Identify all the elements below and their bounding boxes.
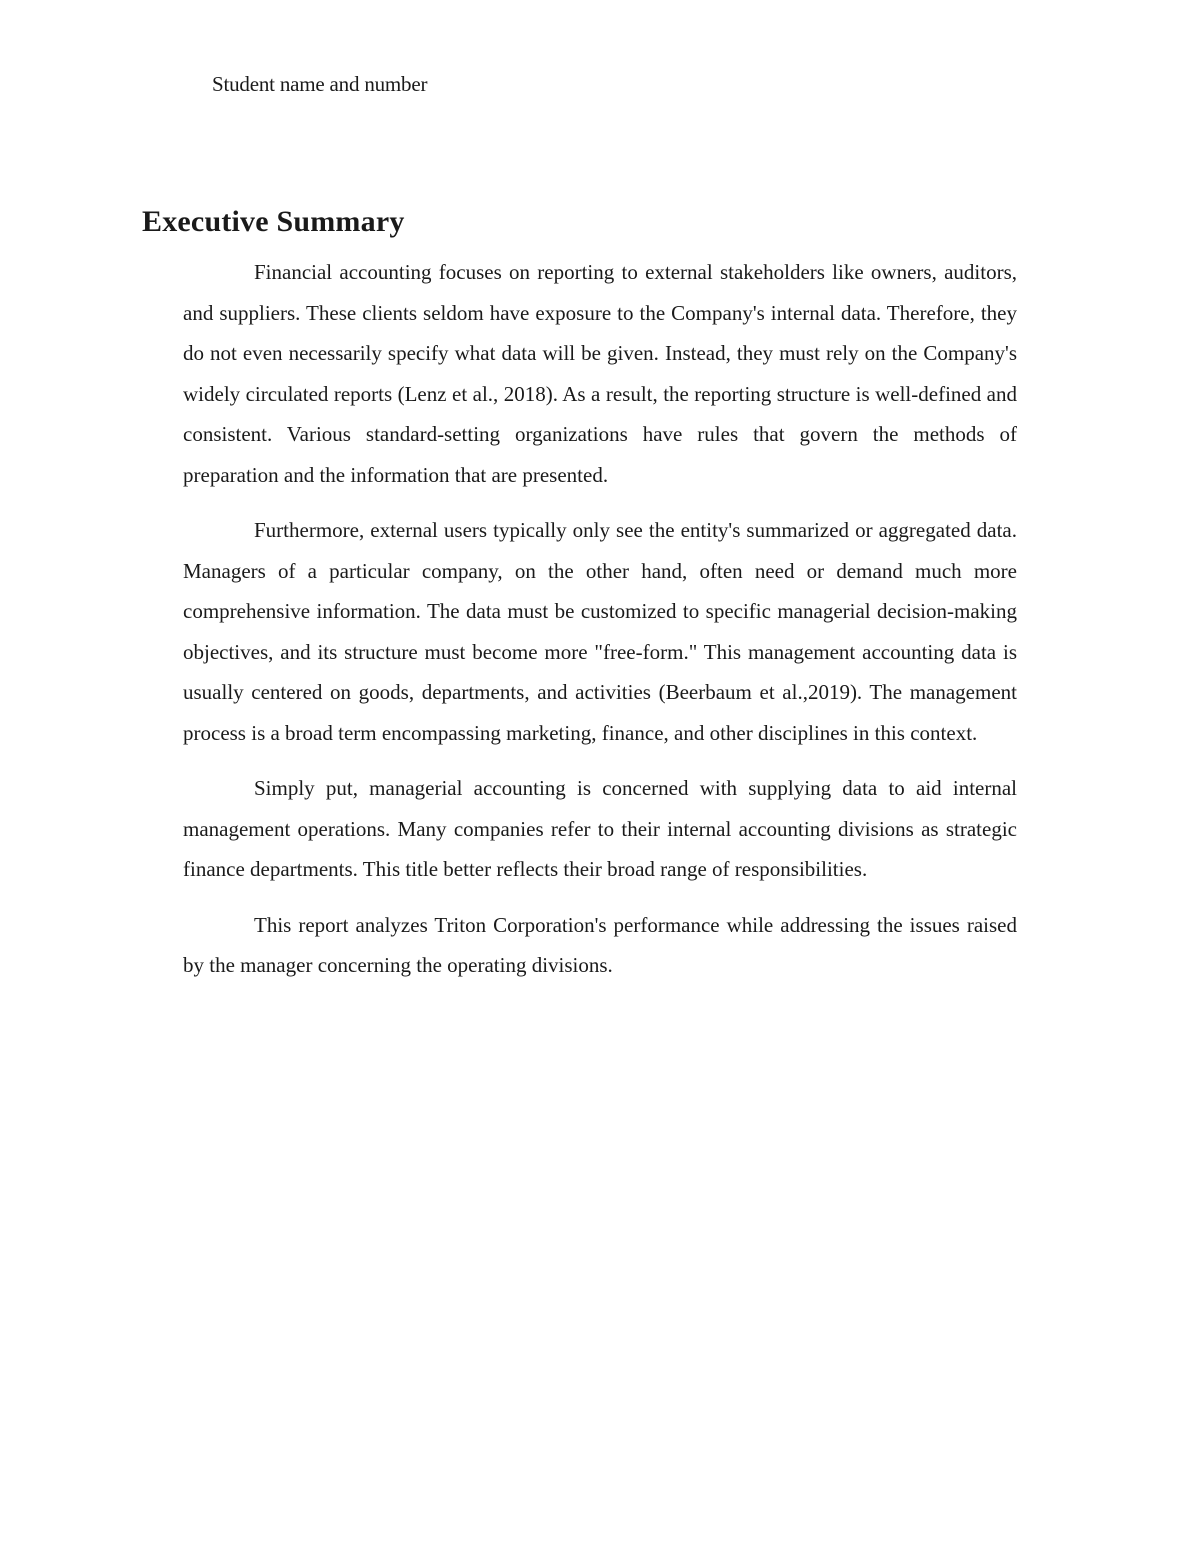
student-name-header: Student name and number [212, 72, 428, 96]
paragraph-external-users: Furthermore, external users typically only see the entity's summarized or aggregated data. Managers of a particular company, on the other hand, often need or demand much more comprehensive information. The data must be customized to specific managerial decision-making objectives, and its structure must become more "free-form." This management accounting data is usually centered on goods, departments, and activities (Beerbaum et al.,2019). The management process is a broad term encompassing marketing, finance, and other disciplines in this context. [183, 518, 1017, 745]
paragraph-managerial-accounting: Simply put, managerial accounting is concerned with supplying data to aid internal management operations. Many companies refer to their internal accounting divisions as strategic finance departments. This title better reflects their broad range of responsibilities. [183, 776, 1017, 881]
section-title: Executive Summary [142, 205, 405, 238]
paragraph-report-scope: This report analyzes Triton Corporation's performance while addressing the issues raised by the manager concerning the operating divisions. [183, 912, 1017, 977]
body-text [183, 252, 1017, 1001]
paragraph-financial-accounting: Financial accounting focuses on reporting to external stakeholders like owners, auditors, and suppliers. These clients seldom have exposure to the Company's internal data. Therefore, they do not even necessarily specify what data will be given. Instead, they must rely on the Company's widely circulated reports (Lenz et al., 2018). As a result, the reporting structure is well-defined and consistent. Various standard-setting organizations have rules that govern the methods of preparation and the information that are presented. [183, 260, 1017, 487]
